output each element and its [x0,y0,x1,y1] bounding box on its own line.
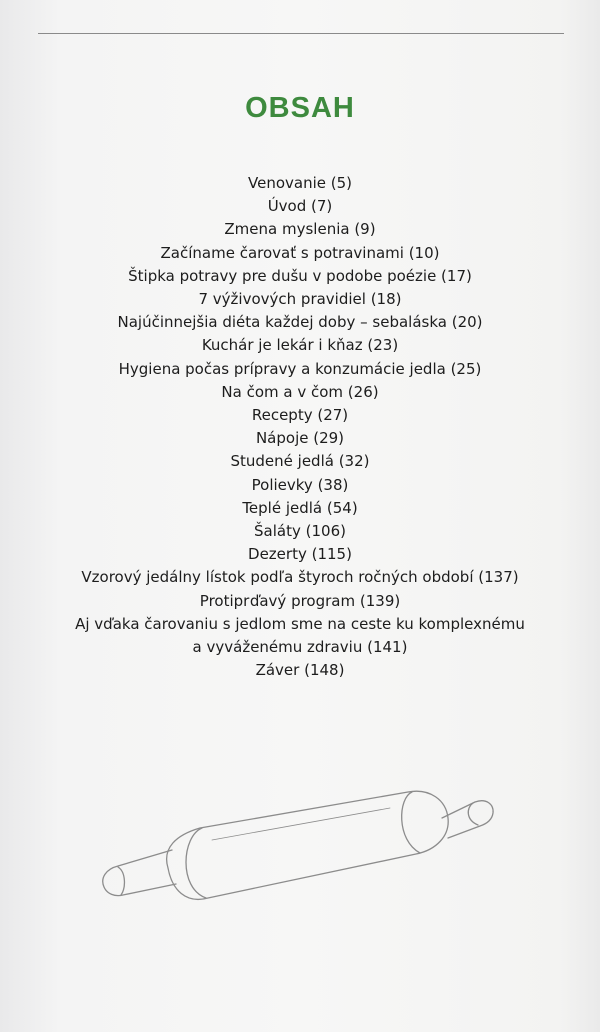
toc-item: Kuchár je lekár i kňaz (23) [201,336,399,355]
toc-item: Polievky (38) [251,475,349,494]
top-rule [38,33,564,34]
toc-item: Na čom a v čom (26) [221,382,379,401]
toc-item: Úvod (7) [267,197,333,216]
toc-item: Studené jedlá (32) [230,452,370,471]
toc-item: Záver (148) [255,661,345,680]
toc-item: a vyváženému zdraviu (141) [192,638,408,657]
toc-item: Venovanie (5) [248,174,352,192]
toc-item: Recepty (27) [251,406,349,425]
toc-item: Šaláty (106) [254,522,346,541]
toc-item: Najúčinnejšia diéta každej doby – sebaláska (20) [117,313,483,332]
toc-item: Hygiena počas prípravy a konzumácie jedla (25) [118,359,482,378]
toc-item: Vzorový jedálny lístok podľa štyroch ročných období (137) [81,568,519,587]
table-of-contents [0,172,600,682]
toc-item: 7 výživových pravidiel (18) [198,290,402,309]
toc-item: Začíname čarovať s potravinami (10) [160,243,440,262]
rolling-pin-illustration [90,780,510,920]
toc-item: Protiprďavý program (139) [199,591,401,610]
toc-item: Zmena myslenia (9) [224,220,376,239]
toc-item: Aj vďaka čarovaniu s jedlom sme na ceste ku komplexnému [75,614,525,633]
toc-item: Nápoje (29) [255,429,345,448]
page-title: OBSAH [245,92,355,124]
toc-item: Štipka potravy pre dušu v podobe poézie (17) [128,266,472,285]
toc-item: Dezerty (115) [248,545,352,564]
toc-item: Teplé jedlá (54) [242,498,358,517]
